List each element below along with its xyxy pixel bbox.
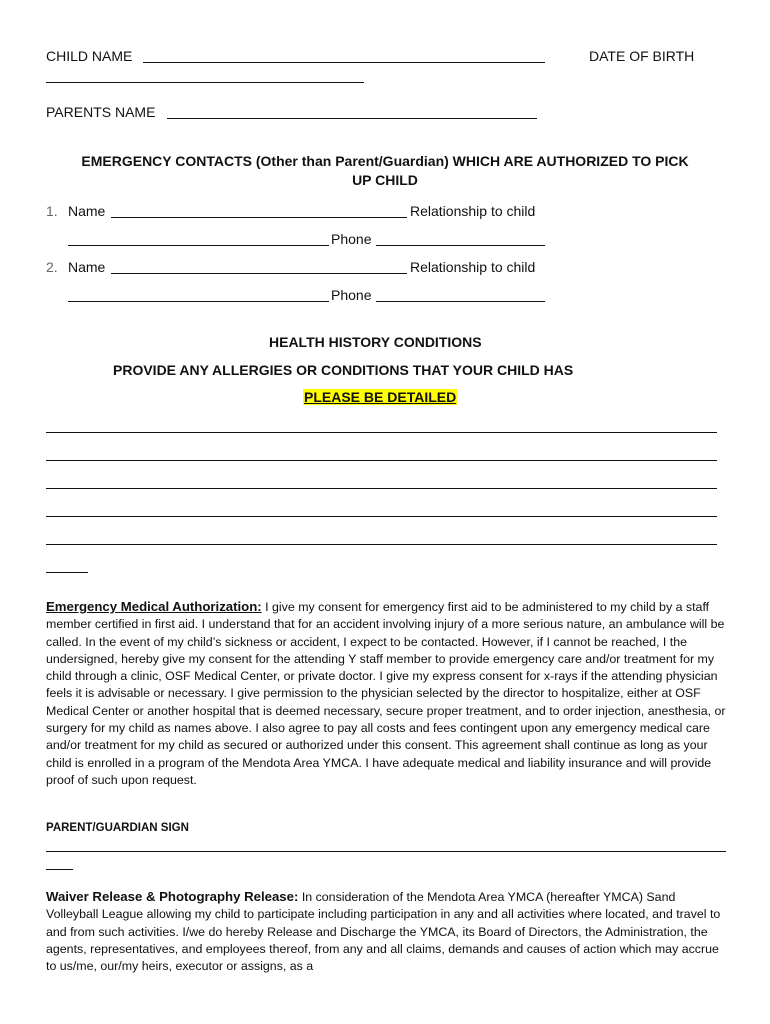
- date-of-birth-field[interactable]: [46, 82, 364, 83]
- date-of-birth-label: DATE OF BIRTH: [589, 48, 695, 64]
- health-line-2[interactable]: [46, 460, 717, 461]
- contact-1-number: 1.: [46, 203, 58, 219]
- parent-guardian-sign-label: PARENT/GUARDIAN SIGN: [46, 822, 189, 834]
- health-line-1[interactable]: [46, 432, 717, 433]
- parent-guardian-signature-field-continued[interactable]: [46, 869, 73, 870]
- health-history-heading: HEALTH HISTORY CONDITIONS: [269, 334, 482, 350]
- please-be-detailed-note: PLEASE BE DETAILED: [304, 389, 457, 405]
- medical-authorization-paragraph: [46, 598, 728, 789]
- medical-authorization-title: Emergency Medical Authorization:: [46, 599, 262, 614]
- waiver-release-paragraph: [46, 888, 728, 975]
- child-name-field[interactable]: [143, 62, 545, 63]
- contact-2-name-label: Name: [68, 259, 106, 275]
- contact-1-relationship-label: Relationship to child: [410, 203, 536, 219]
- emergency-contacts-heading-line2: UP CHILD: [352, 172, 418, 188]
- health-line-6[interactable]: [46, 572, 88, 573]
- health-line-4[interactable]: [46, 516, 717, 517]
- medical-authorization-body: I give my consent for emergency first aid to be administered to my child by a staff member certified in first aid. I understand that for an accident involving injury of a more serious nature, an ambulance will be called. In the event of my child’s sickness or accident, I expect to be contacted. However, if I cannot be reached, I the undersigned, hereby give my consent for the attending Y staff member to provide emergency care and/or treatment for my child through a clinic, OSF Medical Center, or private doctor. I give my express consent for x-rays if the attending physician feels it is advisable or necessary. I give permission to the physician selected by the director to hospitalize, either at OSF Medical Center or another hospital that is deemed necessary, secure proper treatment, and to order injection, anesthesia, or surgery for my child as names above. I also agree to pay all costs and fees contingent upon any emergency medical care and/or treatment for my child as secured or authorized under this consent. This agreement shall continue as long as your child is enrolled in a program of the Mendota Area YMCA. I have adequate medical and liability insurance and will provide proof of such upon request.: [46, 600, 726, 787]
- waiver-release-body: In consideration of the Mendota Area YMCA (hereafter YMCA) Sand Volleyball League allowing my child to participate including participation in any and all activities where located, and travel to and from such activities. I/we do hereby Release and Discharge the YMCA, its Board of Directors, the Administration, the agents, representatives, and employees thereof, from any and all claims, demands and causes of action which may accrue to us/me, our/my heirs, executor or assigns, as a: [46, 890, 721, 974]
- waiver-release-title: Waiver Release & Photography Release:: [46, 889, 299, 904]
- contact-2-phone-field[interactable]: [376, 301, 545, 302]
- contact-2-phone-label: Phone: [331, 287, 372, 303]
- parents-name-field[interactable]: [167, 118, 537, 119]
- parent-guardian-signature-field[interactable]: [46, 851, 726, 852]
- health-line-3[interactable]: [46, 488, 717, 489]
- contact-1-phone-label: Phone: [331, 231, 372, 247]
- health-line-5[interactable]: [46, 544, 717, 545]
- child-name-label: CHILD NAME: [46, 48, 133, 64]
- emergency-contacts-heading-line1: EMERGENCY CONTACTS (Other than Parent/Guardian) WHICH ARE AUTHORIZED TO PICK: [81, 153, 689, 169]
- contact-1-name-field[interactable]: [111, 217, 407, 218]
- contact-1-name-label: Name: [68, 203, 106, 219]
- contact-2-number: 2.: [46, 259, 58, 275]
- contact-2-name-field[interactable]: [111, 273, 407, 274]
- contact-1-phone-field[interactable]: [376, 245, 545, 246]
- contact-2-relationship-field[interactable]: [68, 301, 329, 302]
- contact-1-relationship-field[interactable]: [68, 245, 329, 246]
- health-conditions-subheading: PROVIDE ANY ALLERGIES OR CONDITIONS THAT YOUR CHILD HAS: [113, 362, 574, 378]
- contact-2-relationship-label: Relationship to child: [410, 259, 536, 275]
- parents-name-label: PARENTS NAME: [46, 104, 156, 120]
